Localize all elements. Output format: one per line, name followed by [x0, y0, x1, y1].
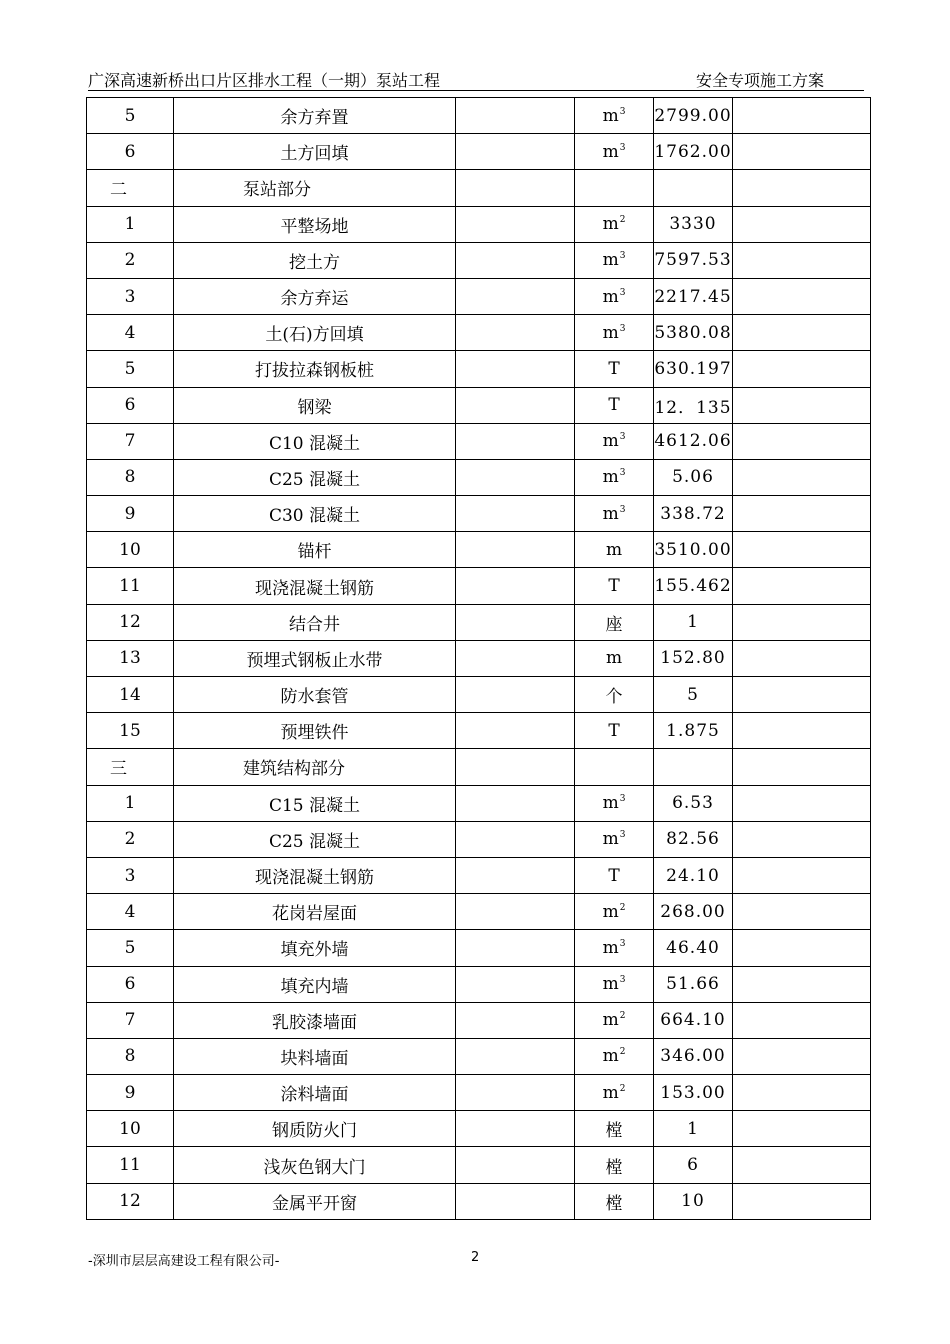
unit-text: 樘: [605, 1193, 623, 1214]
unit-text: m: [602, 793, 619, 814]
item-quantity-cell: 3510.00: [654, 532, 733, 568]
item-unit-cell: [575, 1002, 654, 1038]
unit-text: m: [602, 937, 619, 958]
item-spec-cell: [456, 821, 575, 857]
item-number-cell: 4: [87, 315, 174, 351]
item-note-cell: [733, 1038, 871, 1074]
unit-exponent: 3: [619, 794, 626, 805]
unit-text: T: [608, 395, 620, 416]
item-note-cell: [733, 98, 871, 134]
item-number-cell: 8: [87, 459, 174, 495]
item-name-cell: 钢质防火门: [174, 1111, 456, 1147]
unit-text: m: [602, 1046, 619, 1067]
item-spec-cell: [456, 1075, 575, 1111]
item-quantity-cell: 1.875: [654, 713, 733, 749]
item-unit-cell: [575, 315, 654, 351]
item-unit-cell: [575, 351, 654, 387]
item-unit-cell: [575, 785, 654, 821]
unit-exponent: 2: [619, 1011, 626, 1022]
item-spec-cell: [456, 387, 575, 423]
unit-exponent: 3: [619, 504, 626, 515]
item-note-cell: [733, 930, 871, 966]
item-number-cell: 12: [87, 604, 174, 640]
item-note-cell: [733, 423, 871, 459]
item-number-cell: 6: [87, 134, 174, 170]
table-row: [87, 894, 871, 930]
item-number-cell: 二: [87, 170, 174, 206]
item-name-cell: 填充内墙: [174, 966, 456, 1002]
item-name-cell: 土(石)方回填: [174, 315, 456, 351]
item-number-cell: 3: [87, 278, 174, 314]
item-quantity-cell: 1762.00: [654, 134, 733, 170]
unit-text: T: [608, 865, 620, 886]
unit-exponent: 3: [619, 830, 626, 841]
item-number-cell: 5: [87, 930, 174, 966]
item-name-cell: 土方回填: [174, 134, 456, 170]
item-name-cell: 余方弃运: [174, 278, 456, 314]
project-title: 广深高速新桥出口片区排水工程（一期）泵站工程: [88, 71, 441, 90]
table-row: [87, 532, 871, 568]
unit-exponent: 3: [619, 106, 626, 117]
item-spec-cell: [456, 857, 575, 893]
table-row: [87, 423, 871, 459]
item-quantity-cell: 153.00: [654, 1075, 733, 1111]
unit-text: m: [602, 467, 619, 488]
item-note-cell: [733, 387, 871, 423]
item-spec-cell: [456, 242, 575, 278]
item-name-cell: C30 混凝土: [174, 496, 456, 532]
table-row: [87, 1038, 871, 1074]
item-unit-cell: [575, 894, 654, 930]
item-spec-cell: [456, 278, 575, 314]
unit-exponent: 2: [619, 1047, 626, 1058]
unit-text: m: [602, 974, 619, 995]
item-spec-cell: [456, 170, 575, 206]
item-spec-cell: [456, 677, 575, 713]
table-row: [87, 930, 871, 966]
item-note-cell: [733, 532, 871, 568]
item-quantity-cell: 155.462: [654, 568, 733, 604]
item-unit-cell: [575, 170, 654, 206]
table-row: [87, 785, 871, 821]
item-unit-cell: [575, 1075, 654, 1111]
unit-text: m: [602, 105, 619, 126]
item-name-cell: 乳胶漆墙面: [174, 1002, 456, 1038]
item-unit-cell: [575, 206, 654, 242]
item-note-cell: [733, 496, 871, 532]
table-row: [87, 966, 871, 1002]
item-quantity-cell: 1: [654, 604, 733, 640]
item-spec-cell: [456, 532, 575, 568]
item-number-cell: 2: [87, 242, 174, 278]
item-spec-cell: [456, 785, 575, 821]
item-quantity-cell: 46.40: [654, 930, 733, 966]
item-note-cell: [733, 821, 871, 857]
unit-text: T: [608, 720, 620, 741]
item-spec-cell: [456, 713, 575, 749]
document-title: 安全专项施工方案: [695, 71, 824, 90]
item-name-cell: 现浇混凝土钢筋: [174, 568, 456, 604]
item-quantity-cell: 2217.45: [654, 278, 733, 314]
item-unit-cell: [575, 423, 654, 459]
item-quantity-cell: 10: [654, 1183, 733, 1219]
item-note-cell: [733, 785, 871, 821]
item-unit-cell: [575, 604, 654, 640]
table-row: [87, 713, 871, 749]
item-quantity-cell: 5380.08: [654, 315, 733, 351]
item-quantity-cell: 338.72: [654, 496, 733, 532]
item-number-cell: 11: [87, 568, 174, 604]
unit-text: 座: [605, 614, 623, 635]
table-row: [87, 459, 871, 495]
item-spec-cell: [456, 351, 575, 387]
item-spec-cell: [456, 966, 575, 1002]
item-unit-cell: [575, 496, 654, 532]
table-row: [87, 568, 871, 604]
unit-text: m: [605, 648, 623, 669]
page-header: [88, 64, 864, 91]
item-unit-cell: [575, 134, 654, 170]
unit-text: m: [602, 322, 619, 343]
item-name-cell: 平整场地: [174, 206, 456, 242]
item-unit-cell: [575, 568, 654, 604]
item-unit-cell: [575, 532, 654, 568]
unit-exponent: 2: [619, 1083, 626, 1094]
item-name-cell: 泵站部分: [174, 170, 456, 206]
item-note-cell: [733, 1183, 871, 1219]
item-number-cell: 4: [87, 894, 174, 930]
item-name-cell: 锚杆: [174, 532, 456, 568]
item-quantity-cell: 24.10: [654, 857, 733, 893]
item-unit-cell: [575, 1183, 654, 1219]
item-name-cell: 挖土方: [174, 242, 456, 278]
unit-exponent: 3: [619, 468, 626, 479]
table-row: [87, 604, 871, 640]
item-number-cell: 7: [87, 1002, 174, 1038]
table-row: [87, 206, 871, 242]
item-unit-cell: [575, 1111, 654, 1147]
item-note-cell: [733, 604, 871, 640]
item-number-cell: 1: [87, 785, 174, 821]
item-unit-cell: [575, 930, 654, 966]
table-row: [87, 98, 871, 134]
item-note-cell: [733, 677, 871, 713]
item-name-cell: 涂料墙面: [174, 1075, 456, 1111]
section-row: [87, 749, 871, 785]
item-note-cell: [733, 1002, 871, 1038]
item-spec-cell: [456, 930, 575, 966]
item-quantity-cell: [654, 749, 733, 785]
item-name-cell: C10 混凝土: [174, 423, 456, 459]
item-quantity-cell: 2799.00: [654, 98, 733, 134]
item-name-cell: 块料墙面: [174, 1038, 456, 1074]
item-name-cell: C15 混凝土: [174, 785, 456, 821]
section-row: [87, 170, 871, 206]
table-row: [87, 677, 871, 713]
item-unit-cell: [575, 1038, 654, 1074]
item-note-cell: [733, 568, 871, 604]
item-number-cell: 10: [87, 532, 174, 568]
item-number-cell: 8: [87, 1038, 174, 1074]
unit-exponent: 2: [619, 215, 626, 226]
item-note-cell: [733, 894, 871, 930]
item-name-cell: 打拔拉森钢板桩: [174, 351, 456, 387]
table-row: [87, 496, 871, 532]
item-quantity-cell: 1: [654, 1111, 733, 1147]
item-unit-cell: [575, 857, 654, 893]
item-quantity-cell: [654, 170, 733, 206]
item-quantity-cell: 664.10: [654, 1002, 733, 1038]
item-name-cell: 防水套管: [174, 677, 456, 713]
item-spec-cell: [456, 568, 575, 604]
item-number-cell: 13: [87, 640, 174, 676]
item-unit-cell: [575, 640, 654, 676]
item-quantity-cell: 630.197: [654, 351, 733, 387]
item-number-cell: 11: [87, 1147, 174, 1183]
item-number-cell: 1: [87, 206, 174, 242]
item-unit-cell: [575, 242, 654, 278]
item-spec-cell: [456, 459, 575, 495]
item-name-cell: 浅灰色钢大门: [174, 1147, 456, 1183]
table-row: [87, 242, 871, 278]
unit-text: m: [602, 503, 619, 524]
table-row: [87, 1147, 871, 1183]
item-number-cell: 9: [87, 1075, 174, 1111]
item-spec-cell: [456, 1038, 575, 1074]
item-name-cell: 花岗岩屋面: [174, 894, 456, 930]
item-number-cell: 6: [87, 966, 174, 1002]
item-unit-cell: [575, 278, 654, 314]
item-name-cell: 建筑结构部分: [174, 749, 456, 785]
unit-text: m: [602, 1010, 619, 1031]
table-row: [87, 640, 871, 676]
item-name-cell: 现浇混凝土钢筋: [174, 857, 456, 893]
item-note-cell: [733, 315, 871, 351]
item-quantity-cell: 5.06: [654, 459, 733, 495]
item-quantity-cell: 12．135: [654, 387, 733, 423]
item-number-cell: 三: [87, 749, 174, 785]
item-name-cell: 预埋铁件: [174, 713, 456, 749]
item-quantity-cell: 7597.53: [654, 242, 733, 278]
item-spec-cell: [456, 1183, 575, 1219]
item-spec-cell: [456, 134, 575, 170]
item-unit-cell: [575, 966, 654, 1002]
item-note-cell: [733, 1147, 871, 1183]
table-row: [87, 1002, 871, 1038]
item-unit-cell: [575, 749, 654, 785]
item-number-cell: 7: [87, 423, 174, 459]
item-unit-cell: [575, 713, 654, 749]
table-row: [87, 821, 871, 857]
item-note-cell: [733, 242, 871, 278]
unit-text: m: [602, 286, 619, 307]
table-row: [87, 857, 871, 893]
item-number-cell: 10: [87, 1111, 174, 1147]
unit-exponent: 3: [619, 938, 626, 949]
table-row: [87, 1075, 871, 1111]
quantity-table: [86, 97, 871, 1220]
item-spec-cell: [456, 315, 575, 351]
item-unit-cell: [575, 387, 654, 423]
item-quantity-cell: 268.00: [654, 894, 733, 930]
item-number-cell: 2: [87, 821, 174, 857]
item-note-cell: [733, 278, 871, 314]
table-row: [87, 315, 871, 351]
unit-text: T: [608, 358, 620, 379]
item-number-cell: 15: [87, 713, 174, 749]
item-unit-cell: [575, 677, 654, 713]
item-number-cell: 14: [87, 677, 174, 713]
item-quantity-cell: 346.00: [654, 1038, 733, 1074]
item-note-cell: [733, 1111, 871, 1147]
item-spec-cell: [456, 423, 575, 459]
table-row: [87, 1183, 871, 1219]
unit-text: 樘: [605, 1121, 623, 1142]
item-note-cell: [733, 640, 871, 676]
item-quantity-cell: 82.56: [654, 821, 733, 857]
item-quantity-cell: 4612.06: [654, 423, 733, 459]
unit-exponent: 2: [619, 902, 626, 913]
item-spec-cell: [456, 206, 575, 242]
item-quantity-cell: 51.66: [654, 966, 733, 1002]
quantity-table-body: [87, 98, 871, 1220]
item-note-cell: [733, 749, 871, 785]
item-note-cell: [733, 857, 871, 893]
item-quantity-cell: 3330: [654, 206, 733, 242]
unit-exponent: 3: [619, 975, 626, 986]
unit-exponent: 3: [619, 251, 626, 262]
unit-text: 个: [605, 687, 623, 708]
unit-exponent: 3: [619, 323, 626, 334]
unit-text: m: [602, 829, 619, 850]
item-spec-cell: [456, 1147, 575, 1183]
item-note-cell: [733, 966, 871, 1002]
item-unit-cell: [575, 98, 654, 134]
item-note-cell: [733, 713, 871, 749]
table-row: [87, 278, 871, 314]
unit-text: m: [602, 141, 619, 162]
item-quantity-cell: 152.80: [654, 640, 733, 676]
item-quantity-cell: 6: [654, 1147, 733, 1183]
item-spec-cell: [456, 604, 575, 640]
item-note-cell: [733, 351, 871, 387]
unit-text: m: [602, 250, 619, 271]
item-quantity-cell: 6.53: [654, 785, 733, 821]
item-unit-cell: [575, 459, 654, 495]
unit-text: T: [608, 576, 620, 597]
unit-text: m: [605, 539, 623, 560]
item-name-cell: 结合井: [174, 604, 456, 640]
table-row: [87, 1111, 871, 1147]
table-row: [87, 351, 871, 387]
item-unit-cell: [575, 1147, 654, 1183]
item-name-cell: C25 混凝土: [174, 821, 456, 857]
item-unit-cell: [575, 821, 654, 857]
item-number-cell: 5: [87, 98, 174, 134]
item-name-cell: C25 混凝土: [174, 459, 456, 495]
item-note-cell: [733, 459, 871, 495]
item-spec-cell: [456, 496, 575, 532]
unit-text: 樘: [605, 1157, 623, 1178]
item-name-cell: 填充外墙: [174, 930, 456, 966]
item-spec-cell: [456, 640, 575, 676]
page-number: 2: [471, 1250, 480, 1265]
unit-text: m: [602, 431, 619, 452]
item-note-cell: [733, 170, 871, 206]
item-quantity-cell: 5: [654, 677, 733, 713]
item-spec-cell: [456, 894, 575, 930]
unit-text: m: [602, 901, 619, 922]
unit-text: m: [602, 214, 619, 235]
item-number-cell: 9: [87, 496, 174, 532]
unit-exponent: 3: [619, 287, 626, 298]
item-number-cell: 6: [87, 387, 174, 423]
unit-exponent: 3: [619, 432, 626, 443]
item-number-cell: 12: [87, 1183, 174, 1219]
unit-text: m: [602, 1082, 619, 1103]
table-row: [87, 387, 871, 423]
item-name-cell: 余方弃置: [174, 98, 456, 134]
item-spec-cell: [456, 98, 575, 134]
unit-exponent: 3: [619, 142, 626, 153]
item-note-cell: [733, 1075, 871, 1111]
item-number-cell: 3: [87, 857, 174, 893]
item-note-cell: [733, 134, 871, 170]
item-spec-cell: [456, 1002, 575, 1038]
item-spec-cell: [456, 1111, 575, 1147]
item-name-cell: 金属平开窗: [174, 1183, 456, 1219]
item-name-cell: 预埋式钢板止水带: [174, 640, 456, 676]
item-name-cell: 钢梁: [174, 387, 456, 423]
table-row: [87, 134, 871, 170]
item-note-cell: [733, 206, 871, 242]
item-spec-cell: [456, 749, 575, 785]
company-name: -深圳市层层高建设工程有限公司-: [88, 1254, 280, 1269]
item-number-cell: 5: [87, 351, 174, 387]
